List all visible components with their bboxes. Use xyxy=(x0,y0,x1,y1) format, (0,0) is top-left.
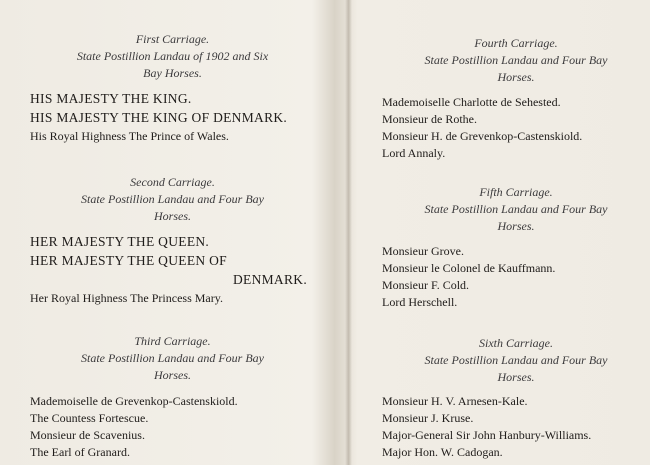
carriage-description: State Postillion Landau of 1902 and Six xyxy=(76,49,269,63)
occupant-name: Monsieur H. V. Arnesen-Kale. xyxy=(382,394,528,408)
carriage-description: Horses. xyxy=(153,368,191,382)
carriage-description: State Postillion Landau and Four Bay xyxy=(81,351,264,365)
carriage-title: Second Carriage. xyxy=(130,175,215,189)
occupant-name: The Countess Fortescue. xyxy=(30,411,149,425)
first-carriage-block xyxy=(0,31,345,145)
carriage-heading xyxy=(0,333,345,384)
occupant-name: HER MAJESTY THE QUEEN. xyxy=(30,234,210,249)
carriage-title: Fourth Carriage. xyxy=(474,36,558,50)
third-carriage-block xyxy=(0,333,345,461)
carriage-description: Bay Horses. xyxy=(143,66,202,80)
occupant-name: Monsieur J. Kruse. xyxy=(382,411,474,425)
occupant-name: Lord Annaly. xyxy=(382,146,446,160)
occupant-name: The Earl of Granard. xyxy=(30,445,130,459)
second-carriage-block xyxy=(0,174,345,307)
occupant-name: Monsieur de Scavenius. xyxy=(30,428,145,442)
page-fold xyxy=(345,0,352,465)
carriage-description: State Postillion Landau and Four Bay xyxy=(424,202,608,216)
carriage-heading xyxy=(0,174,345,225)
occupant-name: Her Royal Highness The Princess Mary. xyxy=(30,291,223,305)
carriage-heading xyxy=(352,184,650,235)
occupant-name: Monsieur F. Cold. xyxy=(382,278,470,292)
occupant-name: Mademoiselle de Grevenkop-Castenskiold. xyxy=(30,394,238,408)
carriage-description: Horses. xyxy=(497,370,535,384)
occupant-name: Major-General Sir John Hanbury-Williams. xyxy=(382,428,592,442)
occupant-name: Monsieur Grove. xyxy=(382,244,464,258)
carriage-heading xyxy=(0,31,345,82)
occupant-name: HER MAJESTY THE QUEEN OF xyxy=(30,253,227,268)
occupant-name: DENMARK. xyxy=(232,272,307,287)
sixth-carriage-block xyxy=(352,335,650,461)
carriage-description: Horses. xyxy=(497,219,535,233)
occupant-list xyxy=(352,243,650,311)
occupant-list xyxy=(352,94,650,162)
occupant-name: HIS MAJESTY THE KING. xyxy=(30,91,192,106)
carriage-description: State Postillion Landau and Four Bay xyxy=(424,53,608,67)
occupant-name: HIS MAJESTY THE KING OF DENMARK. xyxy=(30,110,288,125)
occupant-name: Mademoiselle Charlotte de Sehested. xyxy=(382,95,561,109)
occupant-name: Monsieur H. de Grevenkop-Castenskiold. xyxy=(382,129,583,143)
occupant-name: Monsieur de Rothe. xyxy=(382,112,477,126)
carriage-title: First Carriage. xyxy=(135,32,210,46)
carriage-title: Sixth Carriage. xyxy=(479,336,553,350)
fifth-carriage-block xyxy=(352,184,650,311)
occupant-name: Lord Herschell. xyxy=(382,295,458,309)
occupant-list xyxy=(352,393,650,461)
occupant-list xyxy=(0,393,345,461)
occupant-list xyxy=(0,232,345,307)
occupant-list xyxy=(0,89,345,145)
carriage-title: Fifth Carriage. xyxy=(479,185,553,199)
occupant-name: Monsieur le Colonel de Kauffmann. xyxy=(382,261,556,275)
carriage-description: State Postillion Landau and Four Bay xyxy=(424,353,608,367)
occupant-name: Major Hon. W. Cadogan. xyxy=(382,445,503,459)
right-page xyxy=(352,0,650,465)
carriage-heading xyxy=(352,335,650,386)
carriage-description: State Postillion Landau and Four Bay xyxy=(81,192,264,206)
carriage-heading xyxy=(352,35,650,86)
carriage-description: Horses. xyxy=(153,209,191,223)
fourth-carriage-block xyxy=(352,35,650,162)
carriage-description: Horses. xyxy=(497,70,535,84)
carriage-title: Third Carriage. xyxy=(134,334,211,348)
occupant-name: His Royal Highness The Prince of Wales. xyxy=(30,129,229,143)
